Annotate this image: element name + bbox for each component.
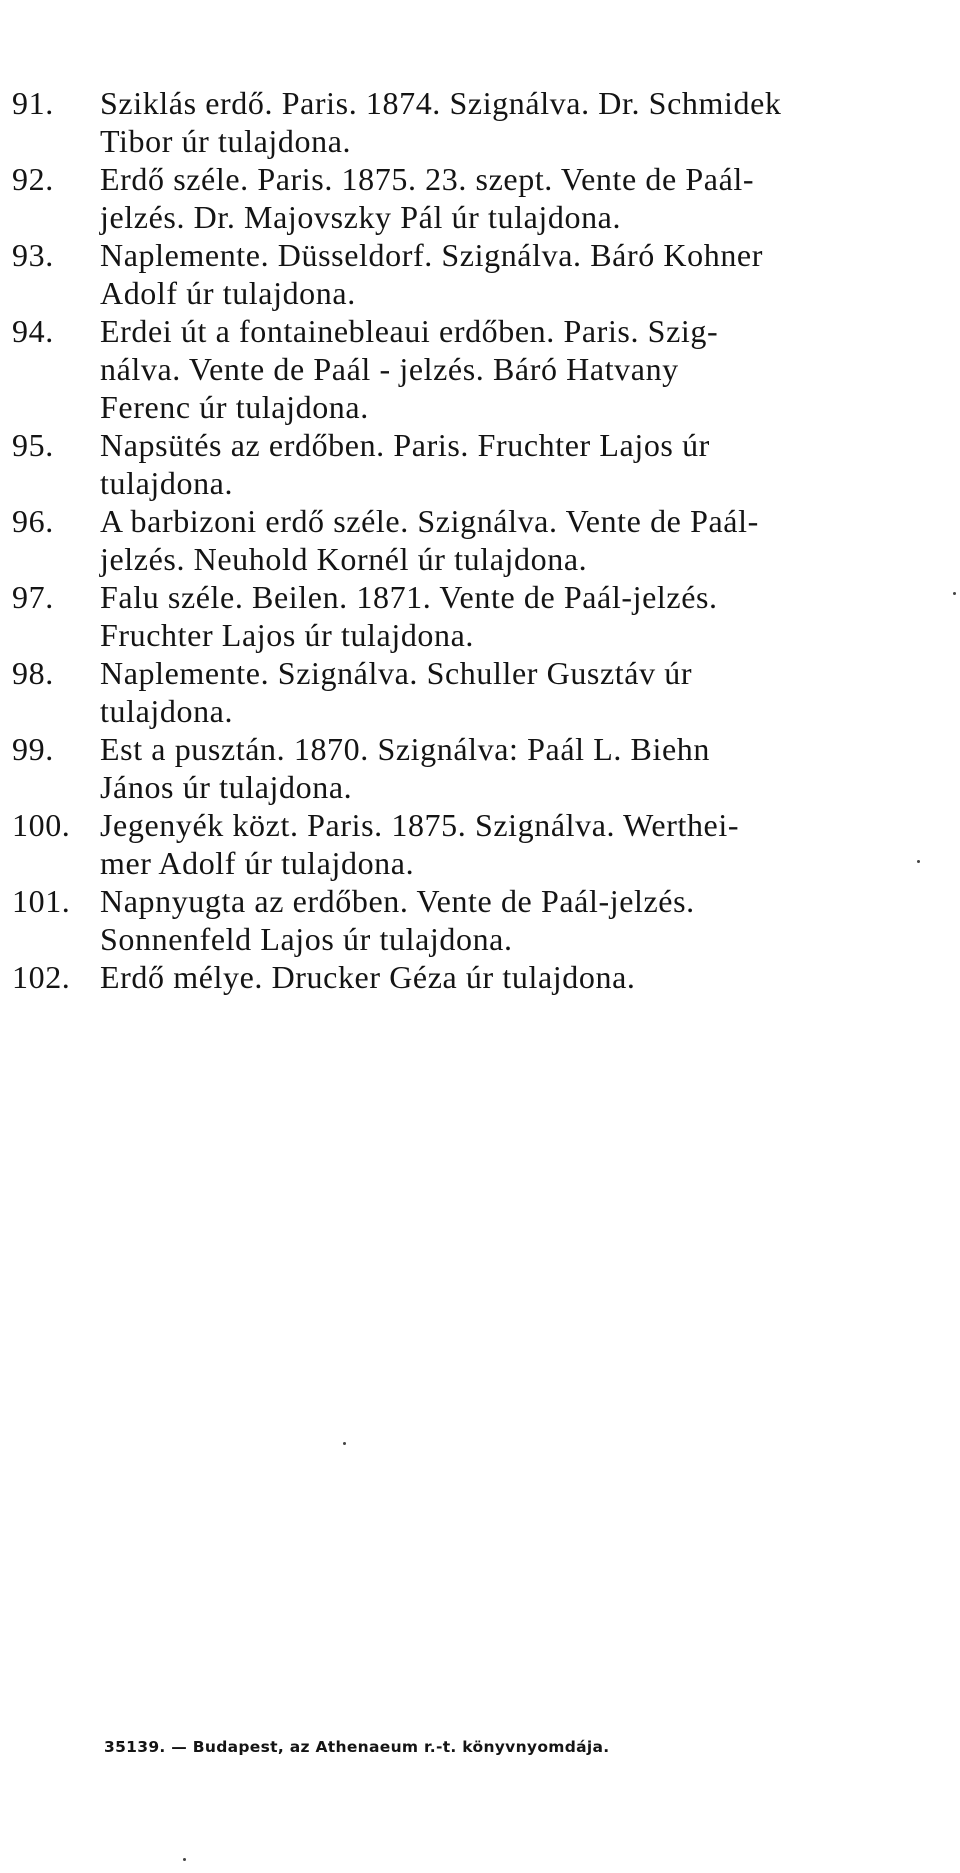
entry-number: 100. [12,807,71,843]
entry-line: Fruchter Lajos úr tulajdona. [100,617,475,653]
entry-line: tulajdona. [100,465,234,501]
entry-line: jelzés. Dr. Majovszky Pál úr tulajdona. [100,199,622,235]
catalog-entry-102 [12,958,832,996]
catalog-entry-95 [12,426,832,464]
entry-number: 95. [12,427,54,463]
entry-line: A barbizoni erdő széle. Szignálva. Vente de Paál- [100,503,759,539]
catalog-entry-100 [12,806,832,844]
entry-line: Erdő széle. Paris. 1875. 23. szept. Vente de Paál- [100,161,755,197]
print-speck [917,860,920,863]
catalog-entry-92 [12,160,832,198]
entry-number: 91. [12,85,54,121]
entry-line: mer Adolf úr tulajdona. [100,845,415,881]
entry-number: 97. [12,579,54,615]
catalog-entry-101 [12,882,832,920]
entry-line: Erdei út a fontainebleaui erdőben. Paris. Szig- [100,313,719,349]
entry-line: tulajdona. [100,693,234,729]
entry-number: 93. [12,237,54,273]
print-speck [953,592,956,595]
entry-number: 92. [12,161,54,197]
entry-line: Est a pusztán. 1870. Szignálva: Paál L. Biehn [100,731,710,767]
entry-line: Ferenc úr tulajdona. [100,389,369,425]
entry-line: Jegenyék közt. Paris. 1875. Szignálva. Werthei- [100,807,740,843]
print-speck [183,1858,186,1861]
entry-line: Tibor úr tulajdona. [100,123,352,159]
catalog-entry-96 [12,502,832,540]
entry-number: 96. [12,503,54,539]
catalog-entry-91 [12,84,832,122]
catalog-entry-99 [12,730,832,768]
entry-number: 98. [12,655,54,691]
entry-line: nálva. Vente de Paál - jelzés. Báró Hatvany [100,351,679,387]
entry-number: 99. [12,731,54,767]
catalog-entry-93 [12,236,832,274]
entry-line: jelzés. Neuhold Kornél úr tulajdona. [100,541,588,577]
entry-line: Naplemente. Szignálva. Schuller Gusztáv úr [100,655,693,691]
print-speck [343,1442,346,1445]
entry-line: Falu széle. Beilen. 1871. Vente de Paál-jelzés. [100,579,718,615]
catalog-list [12,84,832,996]
catalog-entry-98 [12,654,832,692]
entry-line: Sonnenfeld Lajos úr tulajdona. [100,921,513,957]
entry-text [100,84,781,122]
catalog-entry-94 [12,312,832,350]
entry-line: Napsütés az erdőben. Paris. Fruchter Lajos úr [100,427,710,463]
catalog-entry-97 [12,578,832,616]
printer-imprint: 35139. — Budapest, az Athenaeum r.-t. könyvnyomdája. [104,1738,610,1756]
entry-line: Naplemente. Düsseldorf. Szignálva. Báró Kohner [100,237,763,273]
entry-number: 101. [12,883,71,919]
entry-line: Napnyugta az erdőben. Vente de Paál-jelzés. [100,883,695,919]
entry-number: 94. [12,313,54,349]
entry-line: Erdő mélye. Drucker Géza úr tulajdona. [100,959,636,995]
entry-line: János úr tulajdona. [100,769,353,805]
entry-line: Adolf úr tulajdona. [100,275,356,311]
entry-number: 102. [12,959,71,995]
entry-line: Sziklás erdő. Paris. 1874. Szignálva. Dr. Schmidek [100,85,782,121]
